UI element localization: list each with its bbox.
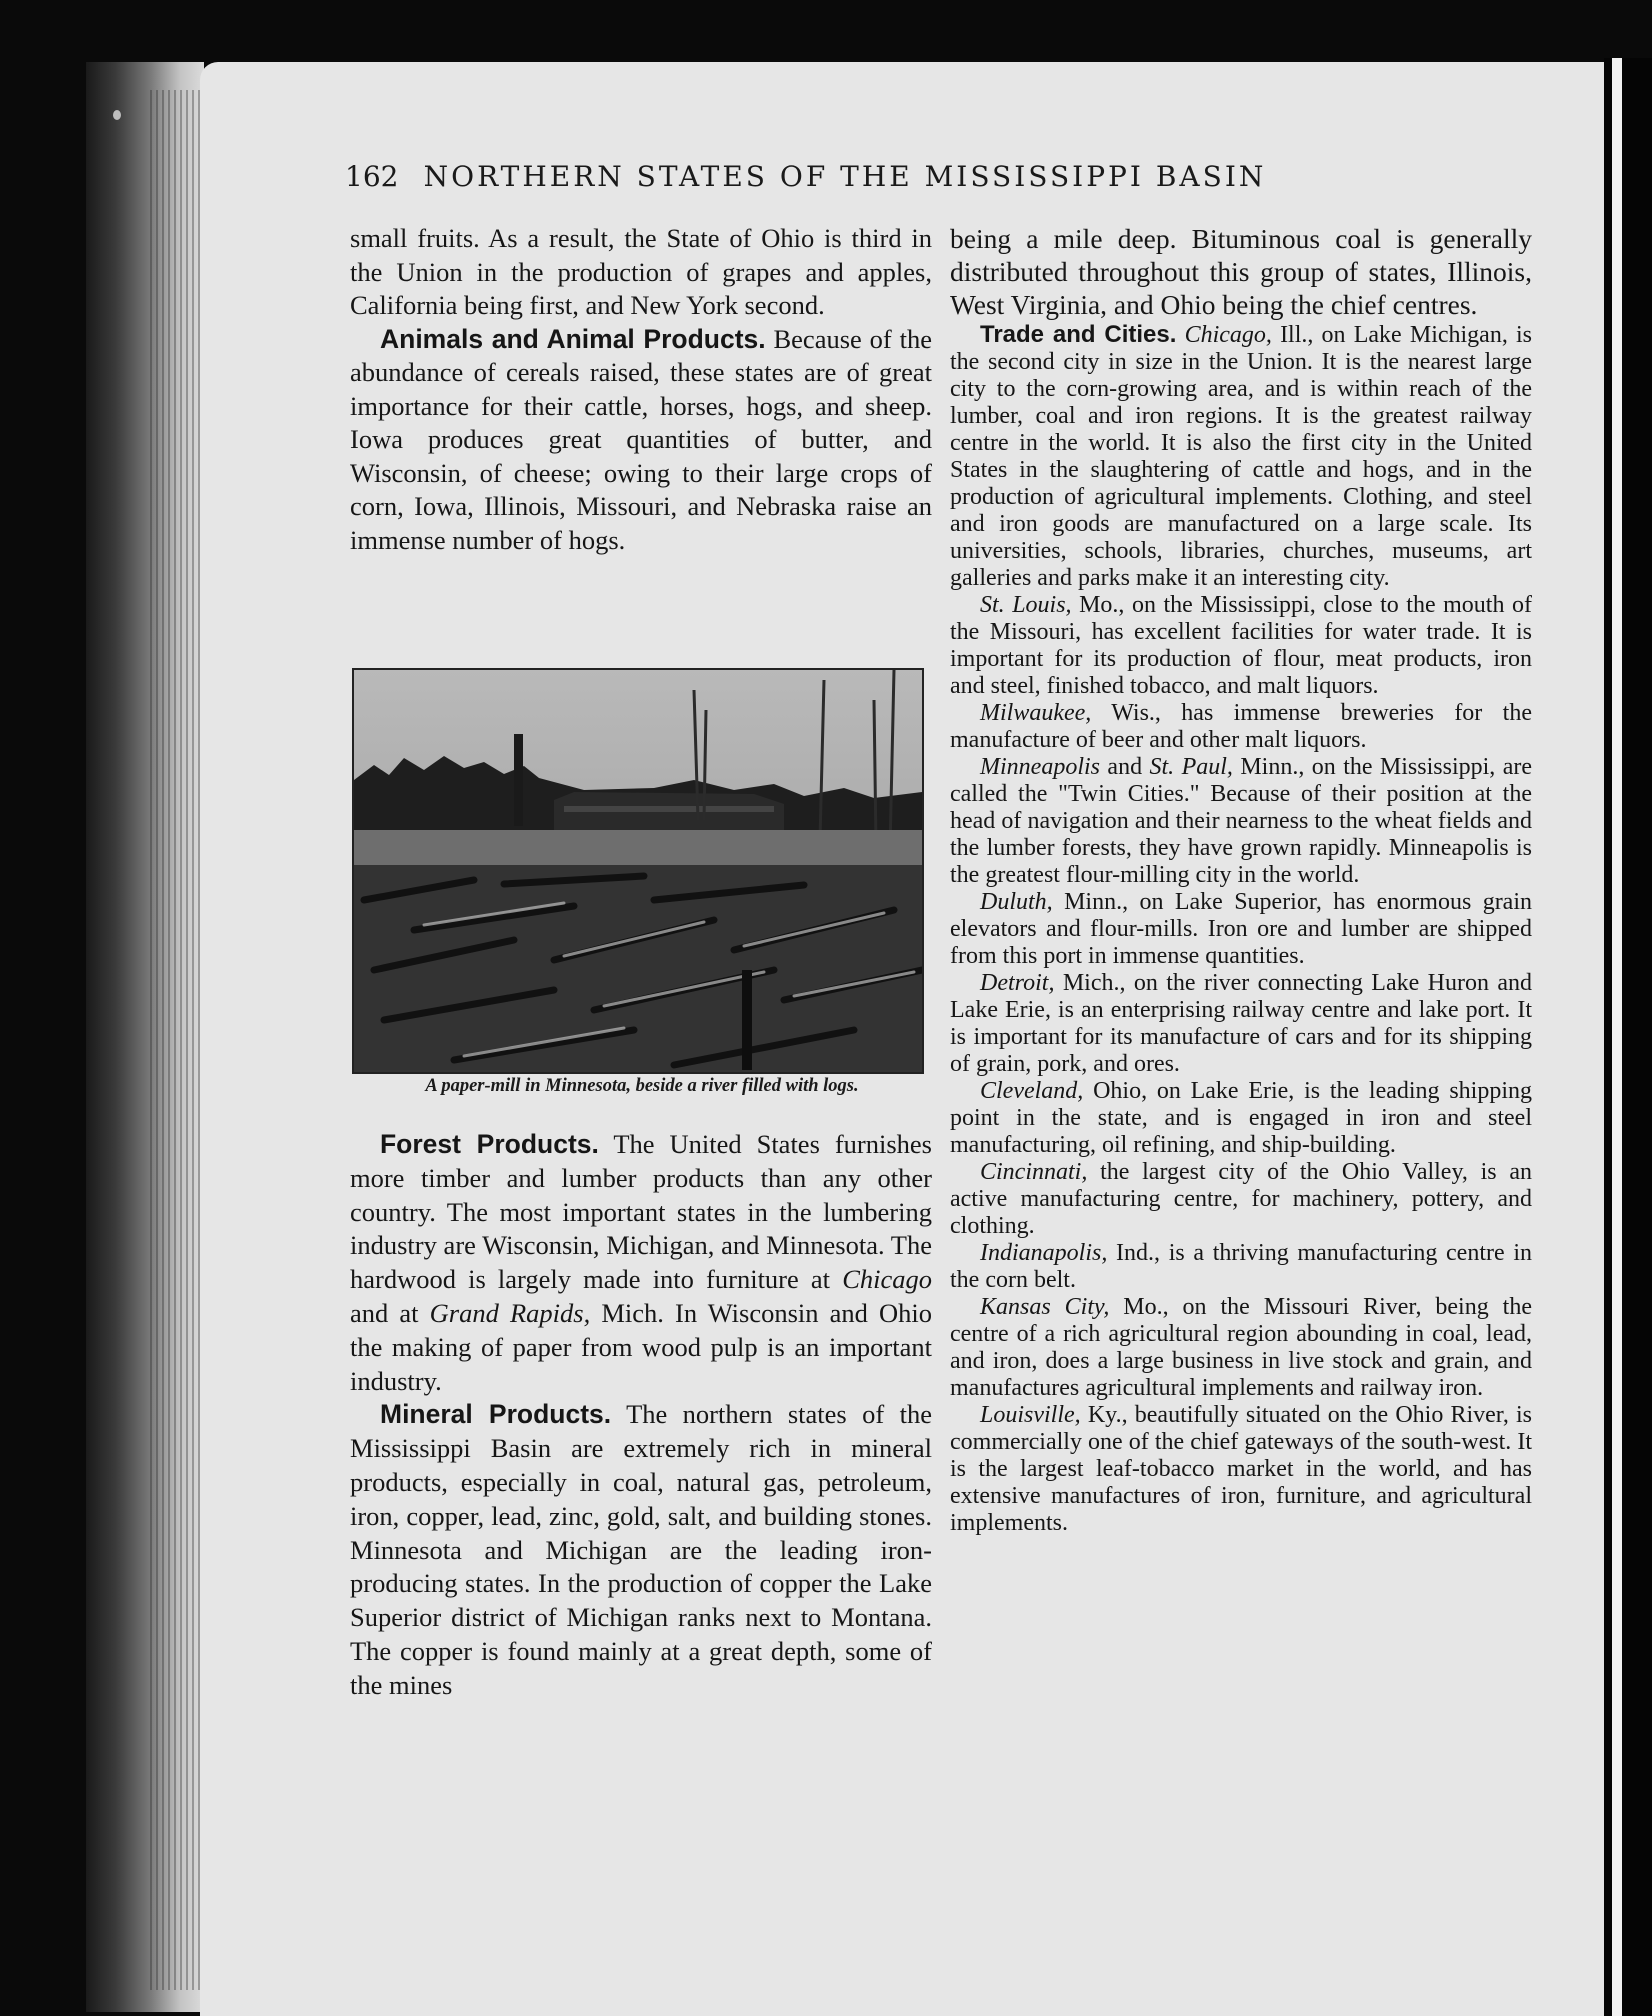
city-name-st-louis: St. Louis, <box>980 592 1072 618</box>
mineral-text: The northern states of the Mississippi Basin are extremely rich in mineral products, especially in coal, natural gas, petroleum, iron, copper, lead, zinc, gold, salt, and building stones. Minnesota and Michigan are the leading iron-producing states. In the production of copper the Lake Superior district of Michigan ranks next to Montana. The copper is found mainly at a great depth, some of the mines <box>350 1399 932 1700</box>
city-name-louisville: Louisville, <box>980 1402 1081 1428</box>
paragraph-kansas-city <box>950 1294 1532 1402</box>
and-word: and <box>1107 754 1143 780</box>
next-page-strip <box>1612 58 1622 2016</box>
spine-texture <box>150 90 204 1990</box>
milwaukee-text: Wis., has immense breweries for the manufacture of beer and other malt liquors. <box>950 700 1532 753</box>
running-head: NORTHERN STATES OF THE MISSISSIPPI BASIN <box>423 160 1267 193</box>
river-water <box>354 830 922 870</box>
city-name-minneapolis: Minneapolis <box>980 754 1100 780</box>
log-raft <box>354 865 922 1072</box>
paragraph-chicago <box>950 321 1532 592</box>
city-name-chicago: Chicago, <box>1184 322 1272 348</box>
heading-mineral: Mineral Products. <box>380 1399 612 1430</box>
chicago-text: Ill., on Lake Michigan, is the second city in size in the Union. It is the nearest large city to the corn-growing area, and is within reach of the lumber, coal and iron regions. It is the greatest railway centre in the world. It is also the first city in the United States in the slaughtering of cattle and hogs, and in the production of agricultural implements. Clothing, and steel and iron goods are manufactured on a large scale. Its universities, schools, libraries, churches, museums, art galleries and parks make it an interesting city. <box>950 322 1533 591</box>
detroit-text: Mich., on the river connecting Lake Huron and Lake Erie, is an enterprising railway centre and lake port. It is important for its manufacture of cars and for its shipping of grain, pork, and ores. <box>950 970 1532 1077</box>
paragraph-duluth <box>950 889 1532 970</box>
st-louis-text: Mo., on the Mississippi, close to the mouth of the Missouri, has excellent facilities for water trade. It is important for its production of flour, meat products, iron and steel, finished tobacco, and malt liquors. <box>950 592 1532 699</box>
cleveland-text: Ohio, on Lake Erie, is the leading shipping point in the state, and is engaged in iron and steel manufacturing, oil refining, and ship-building. <box>950 1078 1532 1158</box>
city-name-milwaukee: Milwaukee, <box>980 700 1092 726</box>
paragraph-milwaukee <box>950 700 1532 754</box>
left-column-top <box>350 222 932 557</box>
paragraph-small-fruits: small fruits. As a result, the State of Ohio is third in the Union in the production of grapes and apples, California being first, and New York second. <box>350 223 932 320</box>
paragraph-mineral <box>350 1398 932 1702</box>
paragraph-indianapolis <box>950 1240 1532 1294</box>
paragraph-coal: being a mile deep. Bituminous coal is generally distributed throughout this group of states, Illinois, West Virginia, and Ohio being the chief centres. <box>950 223 1532 320</box>
page-header <box>345 160 1345 200</box>
spine-mark <box>113 110 121 120</box>
paragraph-detroit <box>950 970 1532 1078</box>
forest-text-2: and at <box>350 1297 419 1328</box>
city-name-kansas-city: Kansas City, <box>980 1294 1110 1320</box>
right-column <box>950 222 1532 1537</box>
louisville-text: Ky., beautifully situated on the Ohio River, is commercially one of the chief gateways of the south-west. It is the largest leaf-tobacco market in the world, and has extensive manufactures of iron, furniture, and agricultural implements. <box>950 1402 1532 1536</box>
paragraph-louisville <box>950 1402 1532 1537</box>
heading-animals: Animals and Animal Products. <box>380 323 766 354</box>
paragraph-forest <box>350 1128 932 1398</box>
animals-text: Because of the abundance of cereals raised, these states are of great importance for their cattle, horses, hogs, and sheep. Iowa produces great quantities of butter, and Wisconsin, of cheese; owing to their large crops of corn, Iowa, Illinois, Missouri, and Nebraska raise an immense number of hogs. <box>350 323 932 555</box>
city-name-detroit: Detroit, <box>980 970 1055 996</box>
forest-text-3: Mich. In Wisconsin and Ohio the making of paper from wood pulp is an important industry. <box>350 1297 933 1396</box>
city-name-cleveland: Cleveland, <box>980 1078 1084 1104</box>
forest-text-1: The United States furnishes more timber and lumber products than any other country. The most important states in the lumbering industry are Wisconsin, Michigan, and Minnesota. The hardwood is largely made into furniture at <box>350 1129 932 1295</box>
twin-cities-text: Minn., on the Mississippi, are called the "Twin Cities." Because of their position at the head of navigation and their nearness to the wheat fields and the lumber forests, they have grown rapidly. Minneapolis is the greatest flour-milling city in the world. <box>950 754 1533 888</box>
paragraph-animals <box>350 323 932 558</box>
photo-illustration <box>354 670 922 1072</box>
paper-mill-photo <box>352 668 924 1074</box>
kansas-city-text: Mo., on the Missouri River, being the centre of a rich agricultural region abounding in coal, lead, and iron, does a large business in live stock and grain, and manufactures agricultural implements and railway iron. <box>950 1294 1532 1401</box>
cincinnati-text: the largest city of the Ohio Valley, is an active manufacturing centre, for machinery, pottery, and clothing. <box>950 1159 1533 1239</box>
mill-windows <box>564 806 774 812</box>
heading-forest: Forest Products. <box>380 1129 599 1159</box>
indianapolis-text: Ind., is a thriving manufacturing centre in the corn belt. <box>950 1240 1532 1293</box>
figure-caption: A paper-mill in Minnesota, beside a river filled with logs. <box>425 1076 859 1096</box>
city-name-duluth: Duluth, <box>980 889 1053 915</box>
page-number: 162 <box>345 160 399 193</box>
paragraph-cleveland <box>950 1078 1532 1159</box>
city-grand-rapids: Grand Rapids, <box>429 1297 591 1328</box>
paragraph-cincinnati <box>950 1159 1532 1240</box>
paragraph-twin-cities <box>950 754 1532 889</box>
mill-chimney <box>514 734 523 826</box>
piling <box>742 970 752 1070</box>
heading-trade: Trade and Cities. <box>980 321 1177 348</box>
paragraph-st-louis <box>950 592 1532 700</box>
city-name-cincinnati: Cincinnati, <box>980 1159 1088 1185</box>
city-name-st-paul: St. Paul, <box>1149 754 1233 780</box>
city-name-indianapolis: Indianapolis, <box>980 1240 1108 1266</box>
left-column-bottom <box>350 1128 932 1703</box>
city-chicago: Chicago <box>842 1264 932 1295</box>
duluth-text: Minn., on Lake Superior, has enormous grain elevators and flour-mills. Iron ore and lumber are shipped from this port in immense quantities. <box>950 889 1533 969</box>
